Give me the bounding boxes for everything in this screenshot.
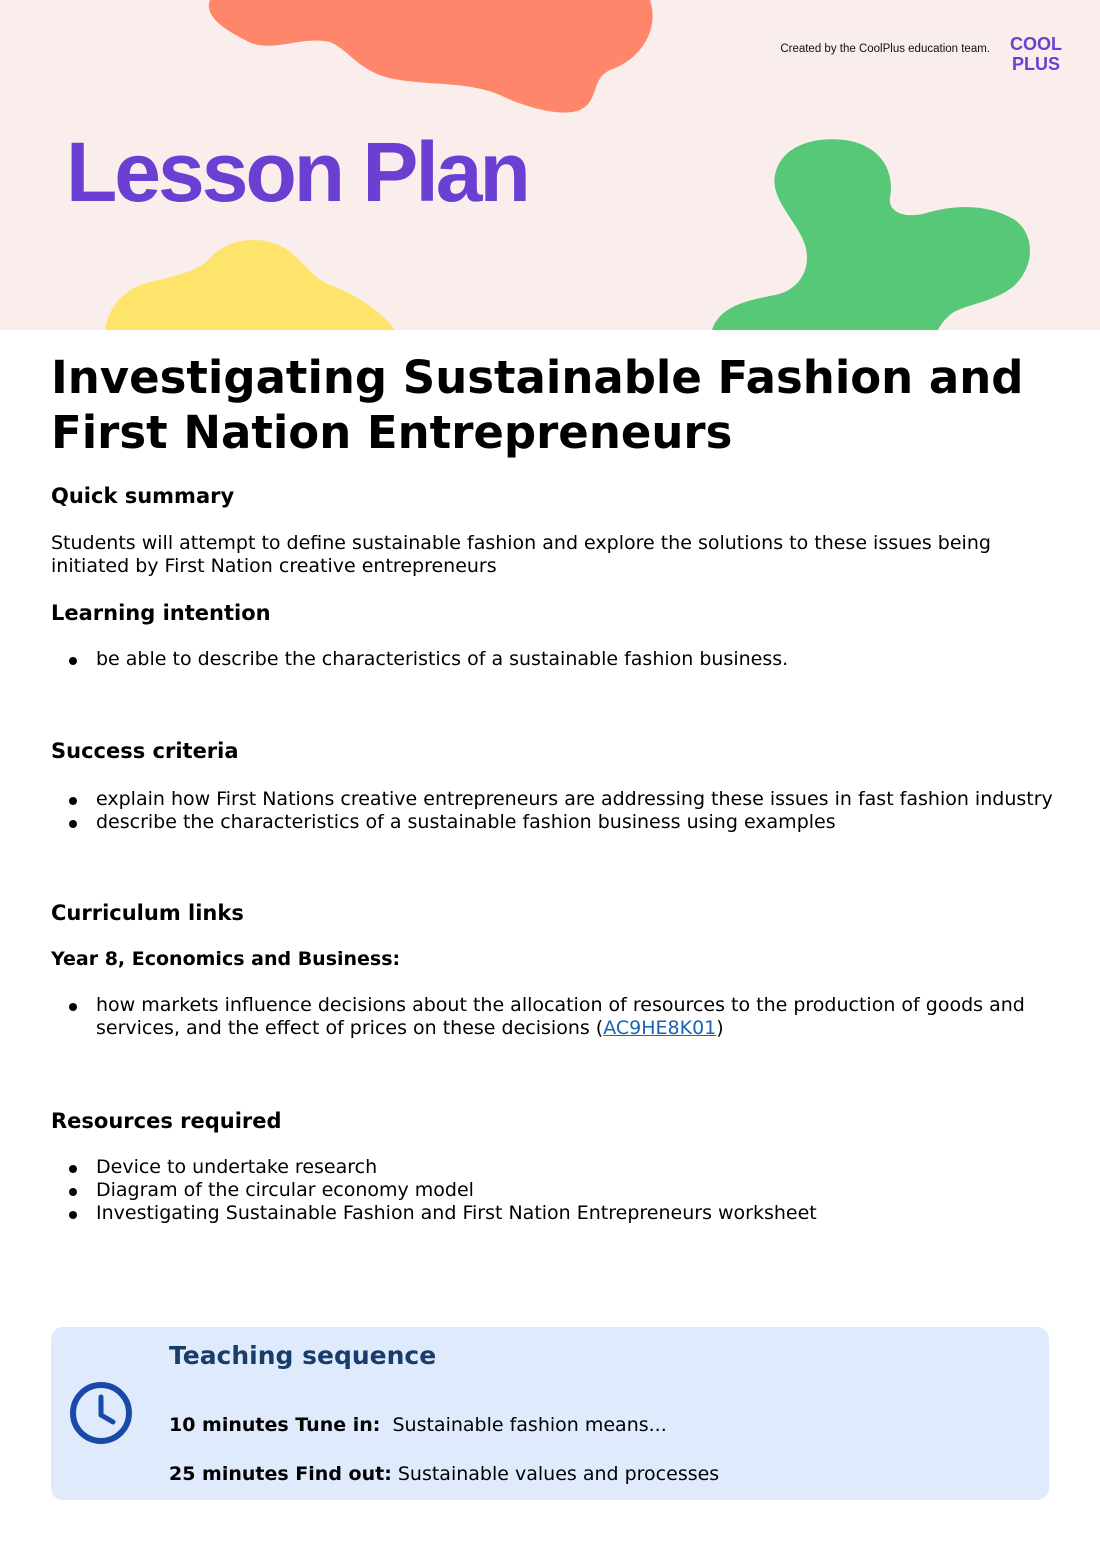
lesson-title-line2: First Nation Entrepreneurs bbox=[51, 406, 733, 459]
coral-blob bbox=[209, 0, 653, 112]
list-item: Investigating Sustainable Fashion and First Nation Entrepreneurs worksheet bbox=[51, 1202, 1061, 1225]
curriculum-subheading: Year 8, Economics and Business: bbox=[51, 948, 401, 970]
sequence-row-text: Sustainable values and processes bbox=[397, 1463, 720, 1485]
sequence-row bbox=[169, 1463, 719, 1485]
quick-summary-heading: Quick summary bbox=[51, 484, 235, 508]
coolplus-logo bbox=[1004, 33, 1068, 73]
yellow-blob bbox=[105, 240, 395, 330]
teaching-sequence-heading: Teaching sequence bbox=[169, 1341, 437, 1370]
list-item: describe the characteristics of a sustainable fashion business using examples bbox=[51, 811, 1061, 834]
svg-text:COOL: COOL bbox=[1010, 34, 1062, 54]
list-item bbox=[51, 994, 1061, 1040]
quick-summary-line1: Students will attempt to define sustainable fashion and explore the solutions to these issues being bbox=[51, 532, 991, 554]
resources-list bbox=[51, 1156, 1061, 1225]
lesson-title-line1: Investigating Sustainable Fashion and bbox=[51, 351, 1024, 404]
curriculum-line1: how markets influence decisions about the allocation of resources to the production of goods and bbox=[96, 994, 1025, 1016]
curriculum-links-heading: Curriculum links bbox=[51, 901, 244, 925]
green-blob bbox=[712, 139, 1030, 330]
lesson-title bbox=[51, 350, 1051, 460]
quick-summary-line2: initiated by First Nation creative entrepreneurs bbox=[51, 555, 497, 577]
credit-text: Created by the CoolPlus education team. bbox=[780, 43, 990, 55]
clock-icon bbox=[68, 1380, 134, 1446]
list-item: Diagram of the circular economy model bbox=[51, 1179, 1061, 1202]
learning-intention-heading: Learning intention bbox=[51, 601, 271, 625]
resources-heading: Resources required bbox=[51, 1109, 282, 1133]
sequence-row-text: Sustainable fashion means... bbox=[392, 1414, 667, 1436]
list-item: be able to describe the characteristics of a sustainable fashion business. bbox=[51, 648, 1061, 671]
curriculum-list bbox=[51, 994, 1061, 1040]
svg-text:PLUS: PLUS bbox=[1011, 54, 1061, 73]
curriculum-close: ) bbox=[716, 1017, 724, 1039]
curriculum-code-link[interactable]: AC9HE8K01 bbox=[603, 1017, 717, 1039]
list-item: Device to undertake research bbox=[51, 1156, 1061, 1179]
success-criteria-list bbox=[51, 788, 1061, 834]
lesson-plan-title: Lesson Plan bbox=[66, 125, 528, 219]
quick-summary-text bbox=[51, 532, 1051, 578]
header-banner bbox=[0, 0, 1100, 330]
teaching-sequence-box bbox=[51, 1327, 1049, 1500]
success-criteria-heading: Success criteria bbox=[51, 739, 239, 763]
list-item: explain how First Nations creative entrepreneurs are addressing these issues in fast fashion industry bbox=[51, 788, 1061, 811]
sequence-row bbox=[169, 1414, 667, 1436]
curriculum-line2: services, and the effect of prices on these decisions ( bbox=[96, 1017, 604, 1039]
learning-intention-list bbox=[51, 648, 1061, 671]
sequence-row-label: 10 minutes Tune in: bbox=[169, 1414, 381, 1436]
sequence-row-label: 25 minutes Find out: bbox=[169, 1463, 392, 1485]
